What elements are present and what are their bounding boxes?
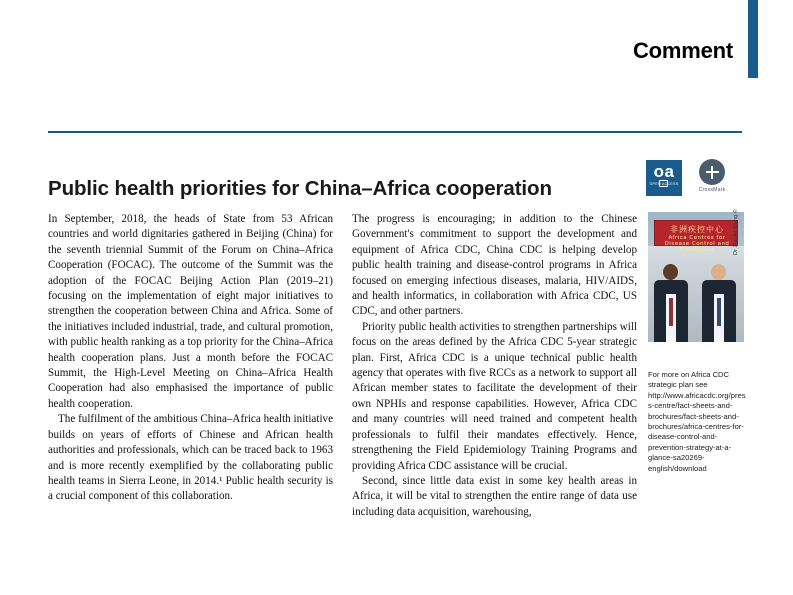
crossmark-label: CrossMark xyxy=(698,187,726,193)
photo-person-right xyxy=(702,264,736,342)
lock-icon xyxy=(659,180,668,187)
page-header xyxy=(0,0,793,95)
header-accent-bar xyxy=(748,0,758,78)
photo-person-tie xyxy=(669,298,673,326)
article-photo xyxy=(648,212,744,342)
body-column-right xyxy=(352,212,637,592)
crossmark-icon[interactable] xyxy=(692,159,732,199)
photo-person-head xyxy=(663,264,678,280)
open-access-icon[interactable] xyxy=(646,160,682,196)
paragraph: In September, 2018, the heads of State from 53 African countries and world dignitaries gathered in Beijing (China) for the seventh triennial Summit of the Forum on China–Africa Cooperation (FOCAC). The outcome of the Summit was the adoption of the FOCAC Beijing Action Plan (2019–21) focusing on the implementation of eight major initiatives to strengthen the cooperation between China and Africa. Some of the initiatives included industrial, trade, and cultural promotion, with public health ranking as a top priority for the China–Africa health cooperation plans. Just a month before the FOCAC Summit, the High-Level Meeting on China–Africa Health Cooperation had also emphasised the importance of public health cooperation. xyxy=(48,213,333,410)
rail-reference-note: For more on Africa CDC strategic plan see http://www.africacdc.org/press-centre/fact-sheets-and-brochures/fact-sheets-and-brochures/africa-centres-for-disease-control-and-prevention-strategy-at-a-glance-sa20269-english/download xyxy=(648,370,746,473)
article-title: Public health priorities for China–Africa cooperation xyxy=(48,176,552,200)
body-column-left xyxy=(48,212,333,592)
paragraph: The fulfilment of the ambitious China–Africa health initiative builds on years of efforts of Chinese and African health authorities and professionals, which can be traced back to 1963 and is more recently exemplified by the collaborating public health teams in Sierra Leone, in 2014.¹ Public health security is a crucial component of this collaboration. xyxy=(48,413,333,503)
paragraph: Priority public health activities to strengthen partnerships will focus on the areas defined by the Africa CDC 5-year strategic plan. First, Africa CDC is a unique technical public health agency that operates with five RCCs as a network to support all African member states to facilitate the development of their own NPHIs and response capabilities. However, Africa CDC and many countries will need trained and competent health professionals to fulfil their mandates effectively. Hence, strengthening the Field Epidemiology Training Programs and providing Africa CDC assistance will be crucial. xyxy=(352,320,637,472)
photo-credit: Dr Xiaolei Wang © xyxy=(733,209,739,255)
header-divider xyxy=(48,131,742,133)
open-access-letters: oa xyxy=(653,162,675,181)
open-access-sublabel: OPEN ACCESS xyxy=(649,182,679,186)
photo-person-left xyxy=(654,264,688,342)
photo-banner-line1: 非洲疾控中心 xyxy=(670,225,724,234)
section-label: Comment xyxy=(632,38,733,63)
photo-banner-line2: Africa Centres for Disease Control and Prevention xyxy=(664,235,730,253)
crossmark-circle-icon xyxy=(699,159,725,185)
photo-person-tie xyxy=(717,298,721,326)
paragraph: The progress is encouraging; in addition to the Chinese Government's commitment to support the development and equipment of Africa CDC, China CDC is helping develop public health training and disease-control programs in Africa focused on emerging infectious diseases, malaria, HIV/AIDS, and health informatics, in collaboration with Africa CDC, US CDC, and other partners. xyxy=(352,213,637,318)
paragraph: Second, since little data exist in some key health areas in Africa, it will be vital to strengthen the entire range of data use including data acquisition, warehousing, xyxy=(352,474,637,518)
photo-person-head xyxy=(711,264,726,280)
